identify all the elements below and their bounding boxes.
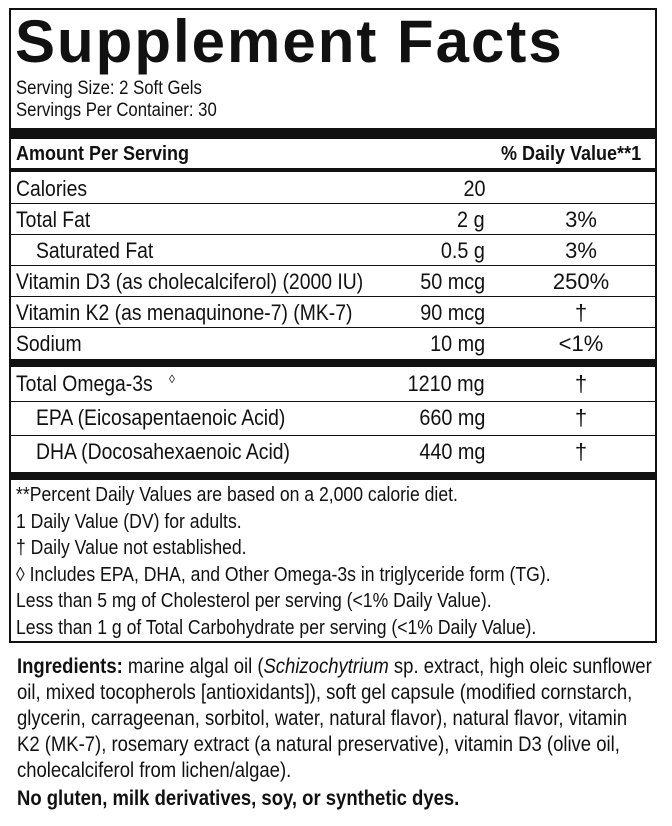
- nutrient-row: [11, 235, 655, 266]
- ingredients-text-2: sp. extract, high oleic sunflower oil, mixed tocopherols [antioxidants]), soft gel capsule (modified cornstarch, glycerin, carrageenan, sorbitol, water, natural flavor), natural flavor, vitamin K2 (MK-7), rosemary extract (a natural preservative), vitamin D3 (olive oil, cholecalciferol from lichen/algae).: [17, 655, 652, 782]
- nutrient-name: DHA (Docosahexaenoic Acid): [36, 439, 290, 464]
- servings-per-container: Servings Per Container: 30: [16, 100, 217, 121]
- header-divider: [11, 168, 655, 172]
- nutrient-daily-value: 250%: [552, 269, 610, 294]
- footnote-line: Less than 5 mg of Cholesterol per serving (<1% Daily Value).: [16, 590, 492, 612]
- nutrient-amount: 2 g: [457, 207, 485, 232]
- ingredients-label: Ingredients:: [17, 655, 123, 678]
- nutrient-amount: 20: [462, 176, 485, 201]
- panel-title: Supplement Facts: [15, 8, 564, 75]
- nutrient-row: [11, 266, 655, 297]
- footnote-line: 1 Daily Value (DV) for adults.: [16, 510, 242, 533]
- nutrient-daily-value: <1%: [558, 331, 604, 356]
- amount-per-serving-header: Amount Per Serving: [16, 143, 190, 165]
- nutrient-amount: 50 mcg: [420, 269, 485, 294]
- nutrient-row: [11, 402, 655, 433]
- daily-value-header: % Daily Value**1: [501, 143, 642, 165]
- nutrient-name: Total Omega-3s: [16, 371, 153, 396]
- nutrient-name: Total Fat: [16, 207, 91, 232]
- nutrient-amount: 90 mcg: [420, 300, 485, 325]
- nutrient-daily-value: 3%: [565, 207, 597, 232]
- omega-footnote-mark: ◊: [169, 372, 175, 386]
- nutrient-row: [11, 297, 655, 328]
- thick-divider-top: [11, 128, 655, 139]
- footnote-line: **Percent Daily Values are based on a 2,000 calorie diet.: [16, 484, 458, 506]
- nutrient-name: Vitamin D3 (as cholecalciferol) (2000 IU): [16, 269, 364, 294]
- nutrient-name: Saturated Fat: [36, 238, 154, 263]
- nutrient-name: Calories: [16, 176, 88, 201]
- nutrient-row: [11, 368, 655, 399]
- serving-size: Serving Size: 2 Soft Gels: [16, 78, 202, 99]
- nutrient-row: [11, 173, 655, 204]
- nutrient-row: [11, 436, 655, 467]
- nutrient-daily-value: †: [574, 405, 588, 430]
- nutrient-name: EPA (Eicosapentaenoic Acid): [36, 405, 286, 430]
- nutrient-daily-value: †: [574, 371, 588, 396]
- nutrient-name: Vitamin K2 (as menaquinone-7) (MK-7): [16, 300, 353, 325]
- footnote-line: † Daily Value not established.: [16, 537, 247, 559]
- ingredients-text-1: marine algal oil (: [122, 655, 264, 678]
- nutrient-row: [11, 328, 655, 359]
- supplement-facts-panel: [9, 8, 657, 643]
- nutrient-amount: 1210 mg: [407, 371, 485, 396]
- thick-divider-bottom: [11, 472, 655, 480]
- thick-divider-middle: [11, 359, 655, 367]
- footnote-line: ◊ Includes EPA, DHA, and Other Omega-3s in triglyceride form (TG).: [16, 563, 551, 586]
- footnote-line: Less than 1 g of Total Carbohydrate per serving (<1% Daily Value).: [16, 616, 537, 639]
- nutrient-amount: 440 mg: [418, 439, 485, 464]
- nutrient-row: [11, 204, 655, 235]
- nutrient-amount: 0.5 g: [440, 238, 485, 263]
- ingredients-statement: [17, 654, 652, 784]
- nutrient-amount: 10 mg: [429, 331, 485, 356]
- nutrient-amount: 660 mg: [418, 405, 485, 430]
- allergen-statement: No gluten, milk derivatives, soy, or synthetic dyes.: [17, 787, 460, 810]
- nutrient-daily-value: †: [574, 439, 588, 464]
- ingredients-italic: Schizochytrium: [263, 655, 389, 678]
- nutrient-name: Sodium: [16, 331, 82, 356]
- nutrient-daily-value: †: [574, 300, 588, 325]
- nutrient-daily-value: 3%: [565, 238, 597, 263]
